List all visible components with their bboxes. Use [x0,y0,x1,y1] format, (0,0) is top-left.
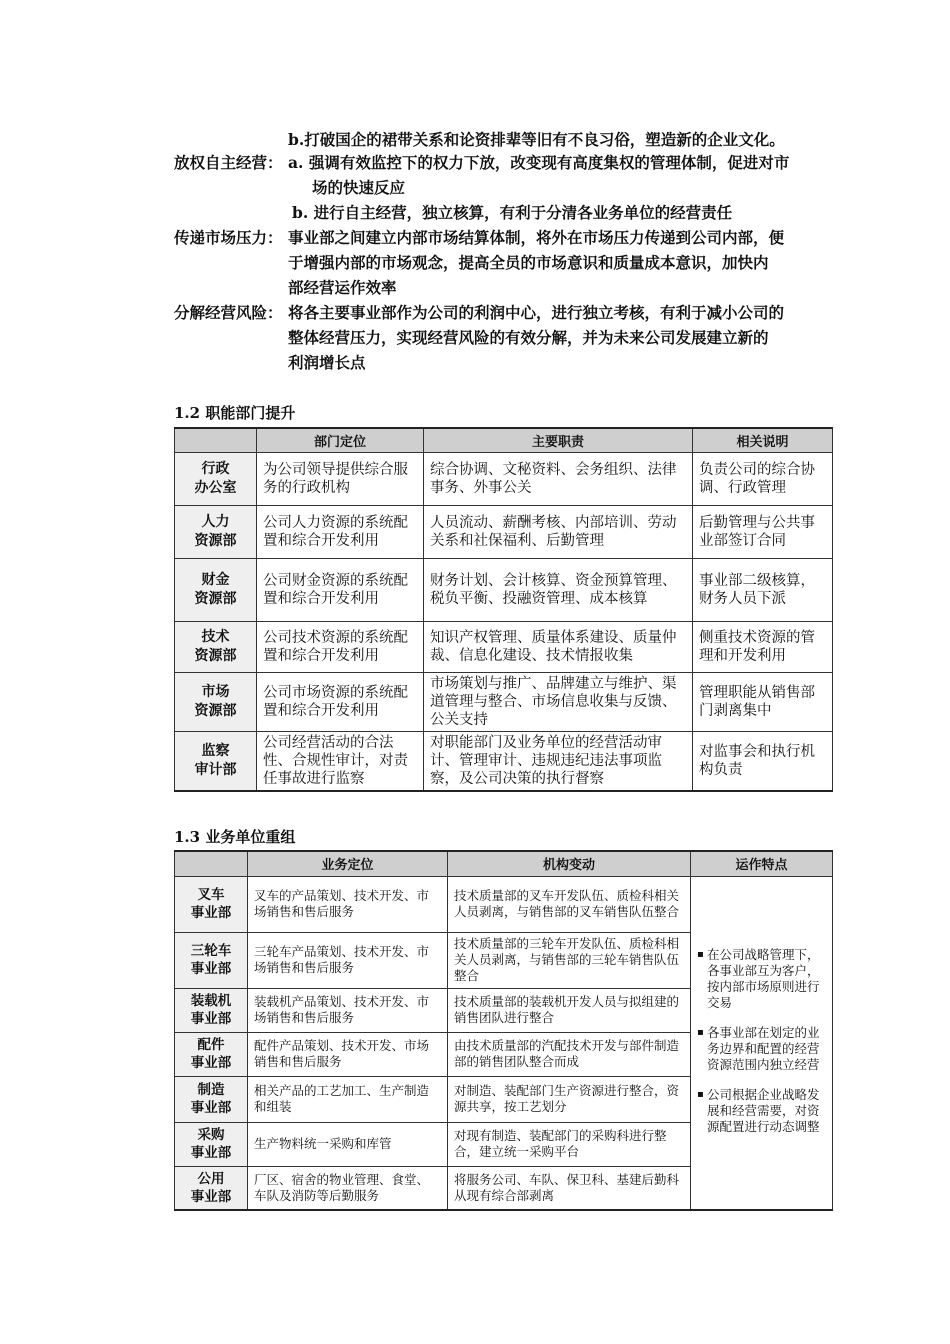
dept-position: 公司人力资源的系统配置和综合开发利用 [257,505,424,558]
unit-change: 将服务公司、车队、保卫科、基建后勤科从现有综合部剥离 [448,1166,691,1210]
unit-change: 技术质量部的三轮车开发队伍、质检科相关人员剥离，与销售部的三轮车销售队伍整合 [448,932,691,988]
dept-name: 监察 审计部 [175,731,257,791]
table-row [175,452,833,505]
unit-name: 三轮车 事业部 [175,932,248,988]
dept-position: 公司市场资源的系统配置和综合开发利用 [257,672,424,731]
intro-text-delegation-1: a. 强调有效监控下的权力下放，改变现有高度集权的管理体制，促进对市 [288,153,790,172]
intro-text-delegation-2: 场的快速反应 [312,178,406,197]
intro-text-delegation-b: b. 进行自主经营，独立核算，有利于分清各业务单位的经营责任 [292,203,733,222]
unit-change: 技术质量部的叉车开发队伍、质检科相关人员剥离，与销售部的叉车销售队伍整合 [448,876,691,932]
intro-label-delegation: 放权自主经营： [174,153,283,172]
intro-line-b: b.打破国企的裙带关系和论资排辈等旧有不良习俗，塑造新的企业文化。 [288,130,785,149]
feature-item: ▪ 各事业部在划定的业务边界和配置的经营资源范围内独立经营 [697,1024,820,1072]
unit-change: 对现有制造、装配部门的采购科进行整合，建立统一采购平台 [448,1122,691,1166]
header-cell-position: 部门定位 [257,428,424,452]
unit-position: 叉车的产品策划、技术开发、市场销售和售后服务 [248,876,448,932]
dept-duties: 综合协调、文秘资料、会务组织、法律事务、外事公关 [424,452,693,505]
intro-text-risk-2: 整体经营压力，实现经营风险的有效分解，并为未来公司发展建立新的 [288,328,769,347]
table-row [175,731,833,791]
unit-position: 生产物料统一采购和库管 [248,1122,448,1166]
header-cell-duties: 主要职责 [424,428,693,452]
table-row [175,672,833,731]
section-heading-1-3: 1.3 业务单位重组 [174,828,296,846]
unit-change: 技术质量部的装载机开发人员与拟组建的销售团队进行整合 [448,988,691,1032]
unit-change: 对制造、装配部门生产资源进行整合，资源共享，按工艺划分 [448,1076,691,1122]
unit-position: 相关产品的工艺加工、生产制造和组装 [248,1076,448,1122]
intro-text-pressure-3: 部经营运作效率 [288,278,397,297]
table-header-row [175,428,833,452]
dept-name: 行政 办公室 [175,452,257,505]
header-cell-change: 机构变动 [448,851,691,876]
intro-text-risk-3: 利润增长点 [288,353,366,372]
unit-position: 厂区、宿舍的物业管理、食堂、车队及消防等后勤服务 [248,1166,448,1210]
dept-position: 为公司领导提供综合服务的行政机构 [257,452,424,505]
dept-duties: 人员流动、薪酬考核、内部培训、劳动关系和社保福利、后勤管理 [424,505,693,558]
unit-position: 配件产品策划、技术开发、市场销售和售后服务 [248,1032,448,1076]
bullet-icon: ▪ [697,1026,704,1038]
feature-item: ▪ 公司根据企业战略发展和经营需要，对资源配置进行动态调整 [697,1086,820,1134]
dept-notes: 对监事会和执行机构负责 [693,731,833,791]
unit-name: 装载机 事业部 [175,988,248,1032]
unit-name: 制造 事业部 [175,1076,248,1122]
table-header-row [175,851,833,876]
intro-text-risk-1: 将各主要事业部作为公司的利润中心，进行独立考核，有利于减小公司的 [288,303,785,322]
header-cell-position: 业务定位 [248,851,448,876]
dept-notes: 事业部二级核算，财务人员下派 [693,558,833,621]
unit-change: 由技术质量部的汽配技术开发与部件制造部的销售团队整合而成 [448,1032,691,1076]
dept-name: 人力 资源部 [175,505,257,558]
bullet-icon: ▪ [697,948,704,960]
feature-item: ▪ 在公司战略管理下，各事业部互为客户，按内部市场原则进行交易 [697,946,820,1010]
dept-position: 公司经营活动的合法性、合规性审计，对责任事故进行监察 [257,731,424,791]
dept-name: 市场 资源部 [175,672,257,731]
unit-name: 配件 事业部 [175,1032,248,1076]
dept-name: 技术 资源部 [175,621,257,672]
dept-notes: 后勤管理与公共事业部签订合同 [693,505,833,558]
dept-name: 财金 资源部 [175,558,257,621]
bullet-icon: ▪ [697,1088,704,1100]
dept-duties: 市场策划与推广、品牌建立与维护、渠道管理与整合、市场信息收集与反馈、公关支持 [424,672,693,731]
unit-position: 三轮车产品策划、技术开发、市场销售和售后服务 [248,932,448,988]
section-heading-1-2: 1.2 职能部门提升 [174,404,296,422]
dept-position: 公司技术资源的系统配置和综合开发利用 [257,621,424,672]
unit-name: 采购 事业部 [175,1122,248,1166]
operating-features [691,876,833,1210]
unit-name: 公用 事业部 [175,1166,248,1210]
table-row [175,505,833,558]
table-row [175,876,833,932]
functional-departments-table [174,427,833,792]
intro-text-pressure-2: 于增强内部的市场观念，提高全员的市场意识和质量成本意识，加快内 [288,253,769,272]
intro-label-pressure: 传递市场压力： [174,228,283,247]
dept-duties: 知识产权管理、质量体系建设、质量仲裁、信息化建设、技术情报收集 [424,621,693,672]
header-cell-notes: 相关说明 [693,428,833,452]
business-units-table [174,850,833,1211]
table-row [175,558,833,621]
table-row [175,621,833,672]
dept-duties: 对职能部门及业务单位的经营活动审计、管理审计、违规违纪违法事项监察，及公司决策的执行督察 [424,731,693,791]
dept-duties: 财务计划、会计核算、资金预算管理、税负平衡、投融资管理、成本核算 [424,558,693,621]
dept-notes: 侧重技术资源的管理和开发利用 [693,621,833,672]
header-cell-features: 运作特点 [691,851,833,876]
dept-position: 公司财金资源的系统配置和综合开发利用 [257,558,424,621]
dept-notes: 负责公司的综合协调、行政管理 [693,452,833,505]
dept-notes: 管理职能从销售部门剥离集中 [693,672,833,731]
header-cell-empty [175,428,257,452]
intro-label-risk: 分解经营风险： [174,303,283,322]
unit-position: 装载机产品策划、技术开发、市场销售和售后服务 [248,988,448,1032]
intro-text-pressure-1: 事业部之间建立内部市场结算体制，将外在市场压力传递到公司内部，便 [288,228,785,247]
unit-name: 叉车 事业部 [175,876,248,932]
header-cell-empty [175,851,248,876]
